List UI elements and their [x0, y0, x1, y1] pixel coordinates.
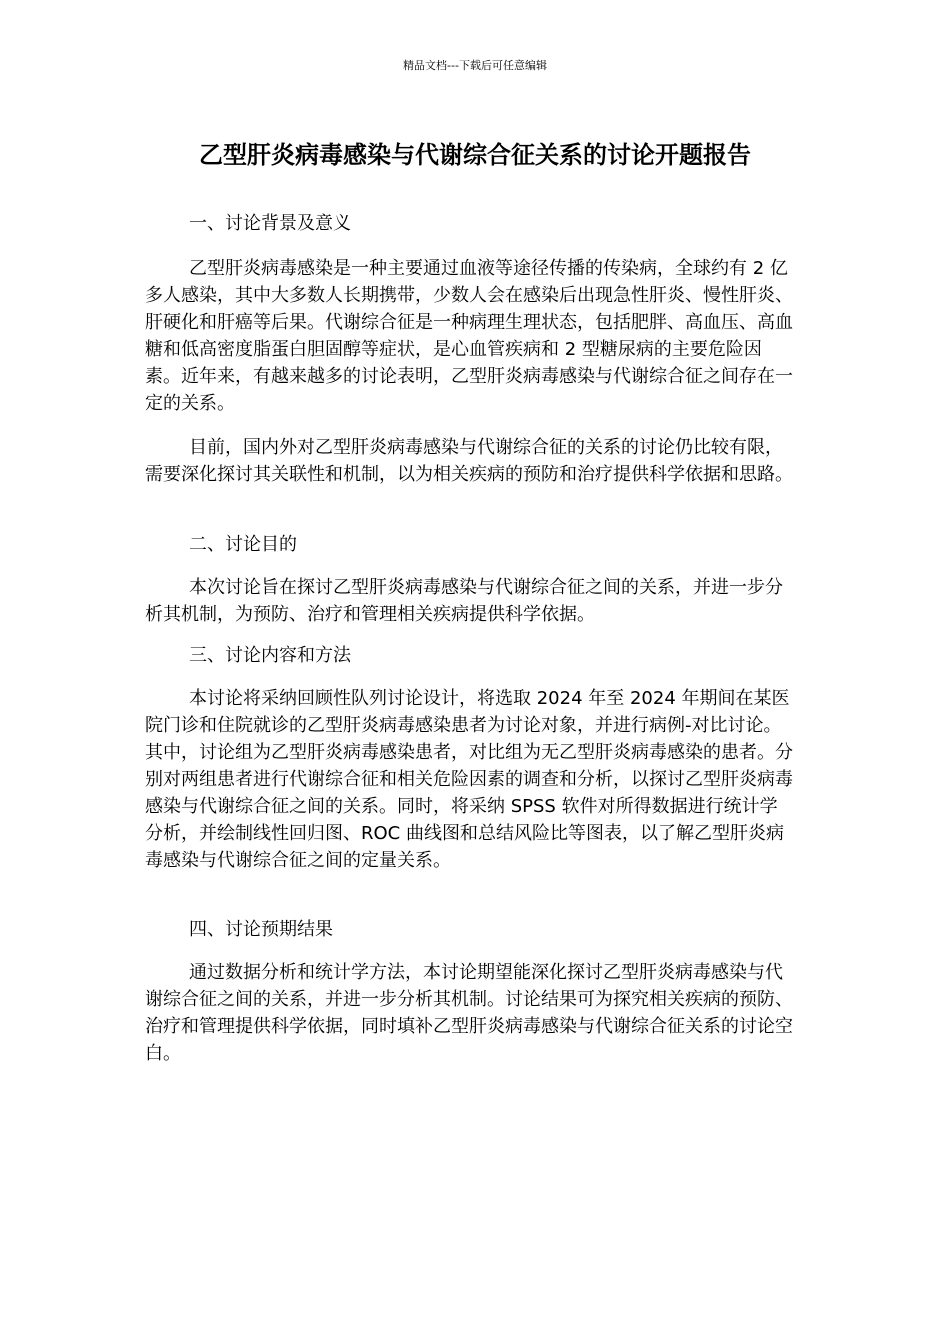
section-heading-methods: 三、讨论内容和方法: [189, 645, 351, 666]
section-heading-expected-results: 四、讨论预期结果: [189, 919, 333, 940]
paragraph-background: 乙型肝炎病毒感染是一种主要通过血液等途径传播的传染病，全球约有 2 亿多人感染，其中大多数人长期携带，少数人会在感染后出现急性肝炎、慢性肝炎、肝硬化和肝癌等后果。代谢综合征是一种病理生理状态，包括肥胖、高血压、高血糖和低高密度脂蛋白胆固醇等症状，是心血管疾病和 2 型糖尿病的主要危险因素。近年来，有越来越多的讨论表明，乙型肝炎病毒感染与代谢综合征之间存在一定的关系。: [145, 258, 793, 414]
page-header: 精品文档---下载后可任意编辑: [403, 59, 547, 72]
paragraph-methods: 本讨论将采纳回顾性队列讨论设计，将选取 2024 年至 2024 年期间在某医院门诊和住院就诊的乙型肝炎病毒感染患者为讨论对象，并进行病例-对比讨论。其中，讨论组为乙型肝炎病毒感染患者，对比组为无乙型肝炎病毒感染的患者。分别对两组患者进行代谢综合征和相关危险因素的调查和分析，以探讨乙型肝炎病毒感染与代谢综合征之间的关系。同时，将采纳 SPSS 软件对所得数据进行统计学分析，并绘制线性回归图、ROC 曲线图和总结风险比等图表，以了解乙型肝炎病毒感染与代谢综合征之间的定量关系。: [145, 688, 793, 871]
paragraph-expected-results: 通过数据分析和统计学方法，本讨论期望能深化探讨乙型肝炎病毒感染与代谢综合征之间的关系，并进一步分析其机制。讨论结果可为探究相关疾病的预防、治疗和管理提供科学依据，同时填补乙型肝炎病毒感染与代谢综合征关系的讨论空白。: [145, 962, 793, 1064]
section-heading-background: 一、讨论背景及意义: [189, 213, 351, 234]
document-title: 乙型肝炎病毒感染与代谢综合征关系的讨论开题报告: [199, 141, 751, 169]
paragraph-purpose: 本次讨论旨在探讨乙型肝炎病毒感染与代谢综合征之间的关系，并进一步分析其机制，为预防、治疗和管理相关疾病提供科学依据。: [145, 577, 783, 625]
section-heading-purpose: 二、讨论目的: [189, 534, 297, 555]
paragraph-current-status: 目前，国内外对乙型肝炎病毒感染与代谢综合征的关系的讨论仍比较有限，需要深化探讨其关联性和机制，以为相关疾病的预防和治疗提供科学依据和思路。: [145, 437, 793, 485]
